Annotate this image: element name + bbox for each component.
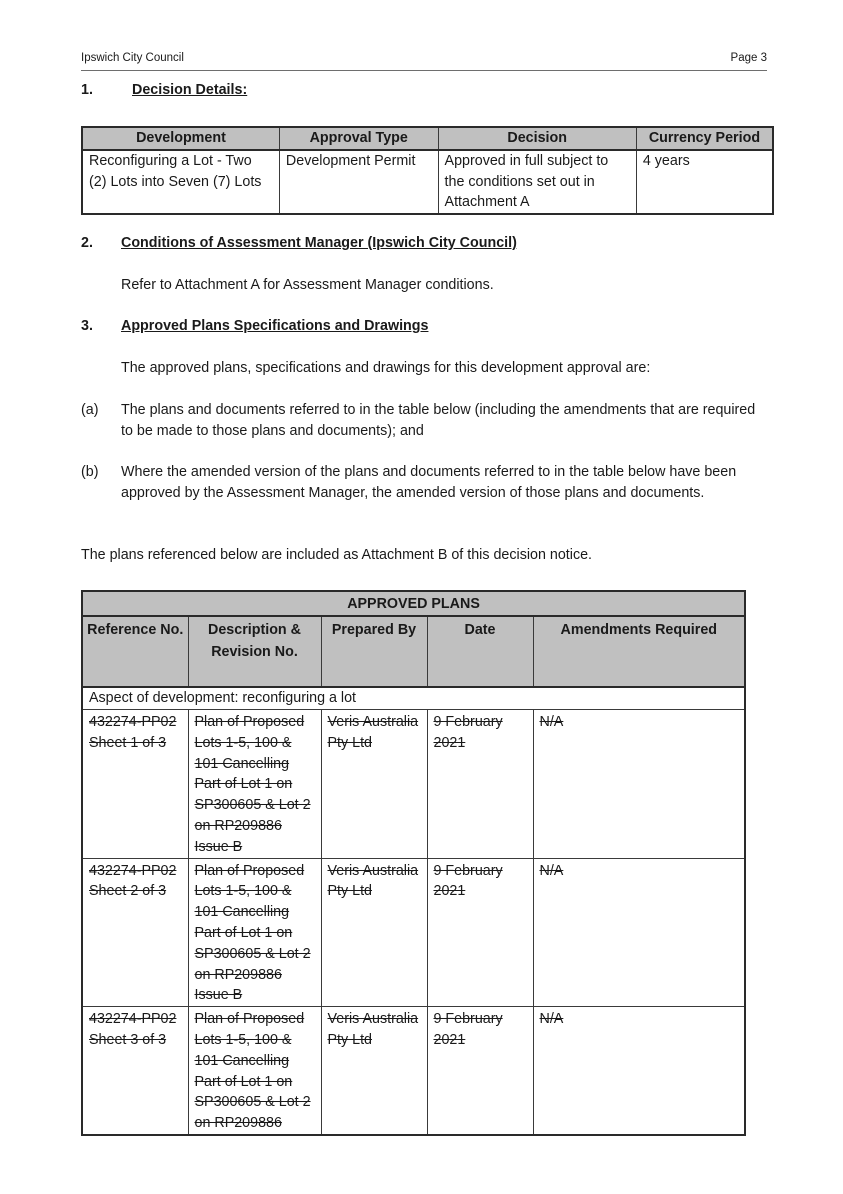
column-header: Amendments Required (533, 616, 745, 687)
section-2-body: Refer to Attachment A for Assessment Manager conditions. (121, 277, 494, 293)
approved-plans-table (81, 590, 746, 1136)
list-item-marker: (b) (81, 464, 99, 480)
prepared-by-cell: Veris Australia Pty Ltd (321, 1007, 427, 1135)
date-cell: 9 February 2021 (427, 858, 533, 1007)
prepared-by-cell: Veris Australia Pty Ltd (321, 858, 427, 1007)
section-3-body: The approved plans, specifications and drawings for this development approval are: (121, 360, 651, 376)
section-number: 1. (81, 82, 93, 98)
section-title: Decision Details: (132, 82, 248, 98)
attachment-note: The plans referenced below are included as Attachment B of this decision notice. (81, 547, 593, 563)
section-number: 3. (81, 318, 93, 334)
table-row (82, 710, 745, 859)
column-header: Decision (438, 127, 636, 150)
column-header: Prepared By (321, 616, 427, 687)
table-header-row (82, 616, 745, 687)
column-header: Development (82, 127, 279, 150)
amendments-cell: N/A (533, 710, 745, 859)
date-cell: 9 February 2021 (427, 1007, 533, 1135)
prepared-by-cell: Veris Australia Pty Ltd (321, 710, 427, 859)
reference-cell: 432274-PP02 Sheet 1 of 3 (82, 710, 188, 859)
description-cell: Plan of Proposed Lots 1-5, 100 & 101 Cancelling Part of Lot 1 on SP300605 & Lot 2 on RP209886 Issue B (188, 710, 321, 859)
aspect-row (82, 687, 745, 710)
header-rule (81, 70, 767, 71)
list-item-text: The plans and documents referred to in the table below (including the amendments that are required to be made to those plans and documents); and (121, 402, 756, 439)
date-cell: 9 February 2021 (427, 710, 533, 859)
list-item-text: Where the amended version of the plans and documents referred to in the table below have been approved by the Assessment Manager, the amended version of those plans and documents. (121, 464, 737, 501)
header-page-number: Page 3 (730, 52, 767, 64)
table-caption-row (82, 591, 745, 616)
reference-cell: 432274-PP02 Sheet 2 of 3 (82, 858, 188, 1007)
table-row (82, 1007, 745, 1135)
aspect-label: Aspect of development: reconfiguring a lot (82, 687, 745, 710)
column-header: Description & Revision No. (188, 616, 321, 687)
development-cell: Reconfiguring a Lot - Two (2) Lots into Seven (7) Lots (82, 150, 279, 214)
reference-cell: 432274-PP02 Sheet 3 of 3 (82, 1007, 188, 1135)
table-row (82, 150, 773, 214)
decision-cell: Approved in full subject to the conditions set out in Attachment A (438, 150, 636, 214)
table-header-row (82, 127, 773, 150)
amendments-cell: N/A (533, 858, 745, 1007)
amendments-cell: N/A (533, 1007, 745, 1135)
column-header: Reference No. (82, 616, 188, 687)
column-header: Approval Type (279, 127, 438, 150)
decision-details-table (81, 126, 774, 215)
list-item-marker: (a) (81, 402, 99, 418)
table-caption: APPROVED PLANS (82, 591, 745, 616)
section-title: Conditions of Assessment Manager (Ipswich City Council) (121, 235, 517, 251)
table-row (82, 858, 745, 1007)
description-cell: Plan of Proposed Lots 1-5, 100 & 101 Cancelling Part of Lot 1 on SP300605 & Lot 2 on RP209886 Issue B (188, 858, 321, 1007)
section-number: 2. (81, 235, 93, 251)
section-title: Approved Plans Specifications and Drawings (121, 318, 429, 334)
currency-period-cell: 4 years (636, 150, 773, 214)
description-cell: Plan of Proposed Lots 1-5, 100 & 101 Cancelling Part of Lot 1 on SP300605 & Lot 2 on RP209886 (188, 1007, 321, 1135)
approval-type-cell: Development Permit (279, 150, 438, 214)
column-header: Currency Period (636, 127, 773, 150)
header-organisation: Ipswich City Council (81, 52, 184, 64)
column-header: Date (427, 616, 533, 687)
